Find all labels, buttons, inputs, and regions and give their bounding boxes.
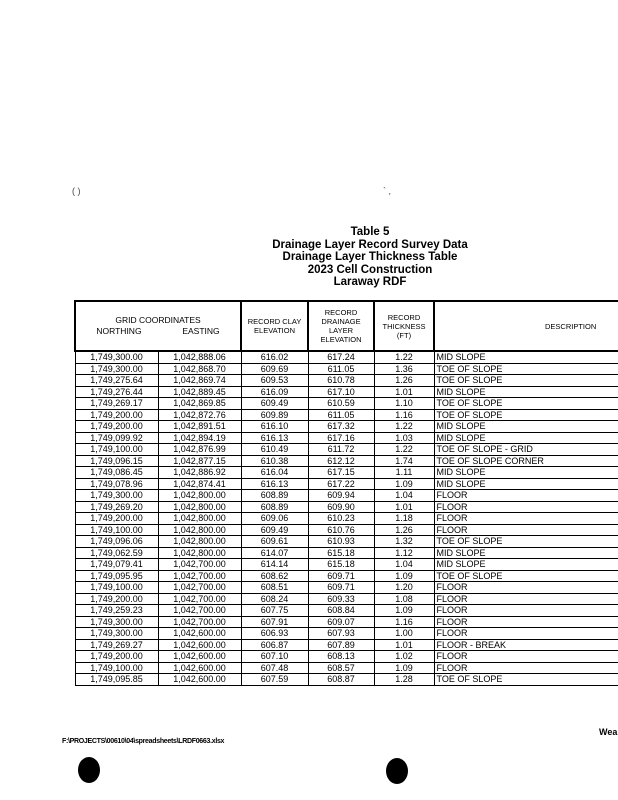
clay-elevation-cell: 609.49 (241, 398, 308, 410)
description-cell: FLOOR (434, 593, 618, 605)
clay-elevation-cell: 616.09 (241, 386, 308, 398)
table-row (75, 674, 618, 686)
clay-elevation-cell: 607.91 (241, 616, 308, 628)
easting-cell: 1,042,800.00 (158, 513, 241, 525)
drainage-elevation-cell: 612.12 (308, 455, 374, 467)
easting-cell: 1,042,700.00 (158, 570, 241, 582)
drainage-elevation-cell: 609.90 (308, 501, 374, 513)
description-cell: MID SLOPE (434, 386, 618, 398)
scan-mark: ( ) (72, 186, 81, 196)
thickness-cell: 1.09 (374, 478, 434, 490)
thickness-table (74, 300, 618, 686)
easting-header: EASTING (182, 326, 220, 336)
northing-cell: 1,749,200.00 (75, 651, 158, 663)
easting-cell: 1,042,600.00 (158, 662, 241, 674)
table-row (75, 639, 618, 651)
drainage-elevation-cell: 611.72 (308, 444, 374, 456)
easting-cell: 1,042,600.00 (158, 628, 241, 640)
thickness-cell: 1.22 (374, 351, 434, 363)
drainage-elevation-cell: 611.05 (308, 409, 374, 421)
description-cell: FLOOR - BREAK (434, 639, 618, 651)
table-row (75, 432, 618, 444)
description-cell: TOE OF SLOPE (434, 375, 618, 387)
northing-cell: 1,749,086.45 (75, 467, 158, 479)
description-cell: MID SLOPE (434, 432, 618, 444)
table-row (75, 444, 618, 456)
northing-cell: 1,749,300.00 (75, 363, 158, 375)
easting-cell: 1,042,600.00 (158, 674, 241, 686)
northing-cell: 1,749,269.17 (75, 398, 158, 410)
easting-cell: 1,042,700.00 (158, 559, 241, 571)
table-row (75, 536, 618, 548)
clay-elevation-cell: 606.93 (241, 628, 308, 640)
title-line: Drainage Layer Record Survey Data (272, 238, 468, 251)
description-cell: MID SLOPE (434, 547, 618, 559)
drainage-elevation-cell: 617.15 (308, 467, 374, 479)
clay-elevation-cell: 606.87 (241, 639, 308, 651)
northing-cell: 1,749,096.06 (75, 536, 158, 548)
drainage-elevation-cell: 611.05 (308, 363, 374, 375)
punch-hole (386, 758, 408, 784)
description-cell: TOE OF SLOPE - GRID (434, 444, 618, 456)
clay-elevation-cell: 607.10 (241, 651, 308, 663)
cutoff-text: Wea (599, 727, 618, 737)
thickness-cell: 1.09 (374, 605, 434, 617)
table-row (75, 582, 618, 594)
thickness-cell: 1.00 (374, 628, 434, 640)
table-row (75, 628, 618, 640)
title-line: Laraway RDF (333, 276, 407, 289)
table-row (75, 375, 618, 387)
thickness-cell: 1.32 (374, 536, 434, 548)
northing-cell: 1,749,096.15 (75, 455, 158, 467)
northing-cell: 1,749,259.23 (75, 605, 158, 617)
clay-elevation-cell: 609.06 (241, 513, 308, 525)
easting-cell: 1,042,886.92 (158, 467, 241, 479)
clay-elevation-cell: 610.49 (241, 444, 308, 456)
description-cell: MID SLOPE (434, 351, 618, 363)
drainage-elevation-cell: 609.33 (308, 593, 374, 605)
thickness-cell: 1.08 (374, 593, 434, 605)
drainage-elevation-cell: 609.71 (308, 582, 374, 594)
grid-coordinates-header (75, 301, 241, 351)
table-row (75, 467, 618, 479)
file-path: F:\PROJECTS\00610\04\spreadsheets\LRDF0663.xlsx (62, 738, 225, 745)
table-row (75, 455, 618, 467)
clay-elevation-cell: 607.48 (241, 662, 308, 674)
table-row (75, 524, 618, 536)
table-row (75, 351, 618, 363)
easting-cell: 1,042,600.00 (158, 639, 241, 651)
drainage-elevation-cell: 607.93 (308, 628, 374, 640)
clay-elevation-cell: 608.62 (241, 570, 308, 582)
northing-cell: 1,749,100.00 (75, 662, 158, 674)
easting-cell: 1,042,700.00 (158, 616, 241, 628)
drainage-elevation-cell: 610.93 (308, 536, 374, 548)
description-cell: TOE OF SLOPE (434, 536, 618, 548)
table-row (75, 490, 618, 502)
thickness-cell: 1.04 (374, 559, 434, 571)
drainage-elevation-cell: 610.23 (308, 513, 374, 525)
thickness-cell: 1.22 (374, 444, 434, 456)
table-row (75, 570, 618, 582)
northing-cell: 1,749,300.00 (75, 628, 158, 640)
thickness-cell: 1.36 (374, 363, 434, 375)
description-header: DESCRIPTION (434, 301, 618, 351)
table-row (75, 398, 618, 410)
drainage-elevation-cell: 617.16 (308, 432, 374, 444)
thickness-cell: 1.16 (374, 616, 434, 628)
drainage-elevation-cell: 608.13 (308, 651, 374, 663)
easting-cell: 1,042,877.15 (158, 455, 241, 467)
easting-cell: 1,042,876.99 (158, 444, 241, 456)
thickness-cell: 1.09 (374, 662, 434, 674)
clay-elevation-cell: 608.89 (241, 490, 308, 502)
clay-elevation-cell: 616.02 (241, 351, 308, 363)
table-row (75, 593, 618, 605)
description-cell: TOE OF SLOPE (434, 570, 618, 582)
northing-cell: 1,749,300.00 (75, 616, 158, 628)
description-cell: FLOOR (434, 582, 618, 594)
description-cell: TOE OF SLOPE (434, 409, 618, 421)
description-cell: TOE OF SLOPE (434, 363, 618, 375)
grid-label: GRID COORDINATES (115, 315, 201, 325)
table-row (75, 421, 618, 433)
thickness-cell: 1.02 (374, 651, 434, 663)
northing-cell: 1,749,300.00 (75, 351, 158, 363)
description-cell: FLOOR (434, 628, 618, 640)
northing-cell: 1,749,100.00 (75, 524, 158, 536)
drainage-elevation-cell: 617.32 (308, 421, 374, 433)
drainage-elevation-cell: 608.57 (308, 662, 374, 674)
clay-elevation-cell: 616.13 (241, 432, 308, 444)
table-row (75, 363, 618, 375)
northing-cell: 1,749,095.85 (75, 674, 158, 686)
table-row (75, 547, 618, 559)
clay-elevation-cell: 614.07 (241, 547, 308, 559)
table-header-row (75, 301, 618, 351)
thickness-cell: 1.01 (374, 639, 434, 651)
easting-cell: 1,042,800.00 (158, 547, 241, 559)
easting-cell: 1,042,700.00 (158, 605, 241, 617)
table-row (75, 513, 618, 525)
northing-cell: 1,749,079.41 (75, 559, 158, 571)
clay-elevation-cell: 608.89 (241, 501, 308, 513)
northing-cell: 1,749,200.00 (75, 409, 158, 421)
clay-elevation-header: RECORD CLAY ELEVATION (241, 301, 308, 351)
northing-cell: 1,749,200.00 (75, 513, 158, 525)
clay-elevation-cell: 609.61 (241, 536, 308, 548)
thickness-cell: 1.01 (374, 501, 434, 513)
easting-cell: 1,042,869.74 (158, 375, 241, 387)
easting-cell: 1,042,869.85 (158, 398, 241, 410)
easting-cell: 1,042,800.00 (158, 524, 241, 536)
thickness-cell: 1.18 (374, 513, 434, 525)
table-row (75, 651, 618, 663)
description-cell: TOE OF SLOPE (434, 674, 618, 686)
northing-cell: 1,749,269.27 (75, 639, 158, 651)
clay-elevation-cell: 610.38 (241, 455, 308, 467)
drainage-elevation-cell: 608.84 (308, 605, 374, 617)
clay-elevation-cell: 608.51 (241, 582, 308, 594)
table-row (75, 409, 618, 421)
table-row (75, 478, 618, 490)
description-cell: FLOOR (434, 490, 618, 502)
thickness-cell: 1.20 (374, 582, 434, 594)
thickness-cell: 1.22 (374, 421, 434, 433)
table-row (75, 501, 618, 513)
thickness-cell: 1.11 (374, 467, 434, 479)
thickness-cell: 1.26 (374, 524, 434, 536)
easting-cell: 1,042,600.00 (158, 651, 241, 663)
thickness-cell: 1.03 (374, 432, 434, 444)
clay-elevation-cell: 608.24 (241, 593, 308, 605)
drainage-elevation-header: RECORD DRAINAGE LAYER ELEVATION (308, 301, 374, 351)
clay-elevation-cell: 614.14 (241, 559, 308, 571)
table-row (75, 662, 618, 674)
clay-elevation-cell: 616.10 (241, 421, 308, 433)
easting-cell: 1,042,891.51 (158, 421, 241, 433)
northing-cell: 1,749,099.92 (75, 432, 158, 444)
drainage-elevation-cell: 607.89 (308, 639, 374, 651)
clay-elevation-cell: 609.49 (241, 524, 308, 536)
northing-header: NORTHING (96, 326, 142, 336)
description-cell: FLOOR (434, 605, 618, 617)
thickness-cell: 1.12 (374, 547, 434, 559)
easting-cell: 1,042,800.00 (158, 490, 241, 502)
description-cell: TOE OF SLOPE (434, 398, 618, 410)
thickness-cell: 1.10 (374, 398, 434, 410)
description-cell: MID SLOPE (434, 421, 618, 433)
clay-elevation-cell: 609.53 (241, 375, 308, 387)
northing-cell: 1,749,276.44 (75, 386, 158, 398)
drainage-elevation-cell: 608.87 (308, 674, 374, 686)
clay-elevation-cell: 609.89 (241, 409, 308, 421)
clay-elevation-cell: 607.75 (241, 605, 308, 617)
thickness-cell: 1.09 (374, 570, 434, 582)
drainage-elevation-cell: 609.71 (308, 570, 374, 582)
easting-cell: 1,042,800.00 (158, 501, 241, 513)
clay-elevation-cell: 609.69 (241, 363, 308, 375)
title-line: 2023 Cell Construction (307, 263, 433, 276)
northing-cell: 1,749,100.00 (75, 444, 158, 456)
northing-cell: 1,749,100.00 (75, 582, 158, 594)
easting-cell: 1,042,874.41 (158, 478, 241, 490)
description-cell: MID SLOPE (434, 478, 618, 490)
northing-cell: 1,749,300.00 (75, 490, 158, 502)
drainage-elevation-cell: 610.78 (308, 375, 374, 387)
description-cell: MID SLOPE (434, 467, 618, 479)
description-cell: TOE OF SLOPE CORNER (434, 455, 618, 467)
easting-cell: 1,042,700.00 (158, 593, 241, 605)
easting-cell: 1,042,868.70 (158, 363, 241, 375)
clay-elevation-cell: 616.04 (241, 467, 308, 479)
easting-cell: 1,042,800.00 (158, 536, 241, 548)
drainage-elevation-cell: 610.59 (308, 398, 374, 410)
easting-cell: 1,042,872.76 (158, 409, 241, 421)
northing-cell: 1,749,062.59 (75, 547, 158, 559)
thickness-cell: 1.16 (374, 409, 434, 421)
northing-cell: 1,749,275.64 (75, 375, 158, 387)
table-title (230, 226, 510, 289)
scan-mark: ` , (383, 186, 391, 196)
thickness-header: RECORD THICKNESS (FT) (374, 301, 434, 351)
drainage-elevation-cell: 609.94 (308, 490, 374, 502)
northing-cell: 1,749,269.20 (75, 501, 158, 513)
description-cell: FLOOR (434, 501, 618, 513)
drainage-elevation-cell: 617.22 (308, 478, 374, 490)
clay-elevation-cell: 607.59 (241, 674, 308, 686)
drainage-elevation-cell: 615.18 (308, 547, 374, 559)
description-cell: FLOOR (434, 513, 618, 525)
punch-hole (78, 757, 100, 783)
table-row (75, 616, 618, 628)
drainage-elevation-cell: 615.18 (308, 559, 374, 571)
description-cell: MID SLOPE (434, 559, 618, 571)
northing-cell: 1,749,078.96 (75, 478, 158, 490)
description-cell: FLOOR (434, 651, 618, 663)
easting-cell: 1,042,700.00 (158, 582, 241, 594)
thickness-cell: 1.28 (374, 674, 434, 686)
drainage-elevation-cell: 609.07 (308, 616, 374, 628)
title-line: Drainage Layer Thickness Table (282, 251, 458, 264)
table-number: Table 5 (350, 226, 390, 238)
thickness-cell: 1.74 (374, 455, 434, 467)
easting-cell: 1,042,894.19 (158, 432, 241, 444)
table-row (75, 605, 618, 617)
table-row (75, 386, 618, 398)
description-cell: FLOOR (434, 662, 618, 674)
drainage-elevation-cell: 610.76 (308, 524, 374, 536)
thickness-cell: 1.01 (374, 386, 434, 398)
northing-cell: 1,749,200.00 (75, 593, 158, 605)
thickness-cell: 1.26 (374, 375, 434, 387)
drainage-elevation-cell: 617.10 (308, 386, 374, 398)
northing-cell: 1,749,095.95 (75, 570, 158, 582)
table-row (75, 559, 618, 571)
description-cell: FLOOR (434, 616, 618, 628)
northing-cell: 1,749,200.00 (75, 421, 158, 433)
description-cell: FLOOR (434, 524, 618, 536)
clay-elevation-cell: 616.13 (241, 478, 308, 490)
thickness-cell: 1.04 (374, 490, 434, 502)
drainage-elevation-cell: 617.24 (308, 351, 374, 363)
easting-cell: 1,042,889.45 (158, 386, 241, 398)
easting-cell: 1,042,888.06 (158, 351, 241, 363)
